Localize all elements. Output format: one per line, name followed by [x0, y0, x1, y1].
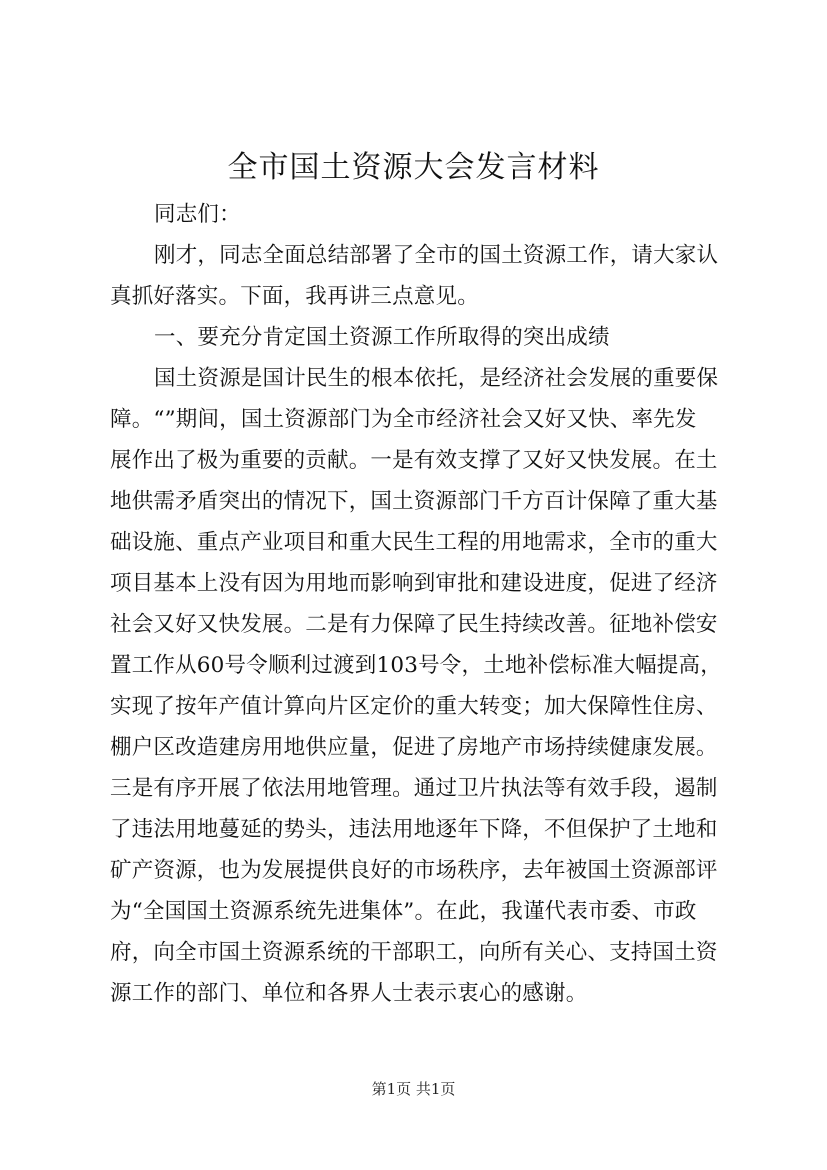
paragraph-line: 为“全国国土资源系统先进集体”。在此，我谨代表市委、市政 [110, 899, 697, 924]
paragraph-line: 展作出了极为重要的贡献。一是有效支撑了又好又快发展。在土 [110, 448, 718, 473]
paragraph-line: 刚才，同志全面总结部署了全市的国土资源工作，请大家认 [154, 243, 719, 268]
page-footer: 第1页 共1页 [371, 1080, 456, 1098]
paragraph-line: 源工作的部门、单位和各界人士表示衷心的感谢。 [110, 981, 588, 1006]
paragraph-line: 棚户区改造建房用地供应量，促进了房地产市场持续健康发展。 [110, 735, 718, 760]
paragraph-line: 国土资源是国计民生的根本依托，是经济社会发展的重要保 [154, 366, 719, 391]
paragraph-line: 三是有序开展了依法用地管理。通过卫片执法等有效手段，遏制 [110, 776, 718, 801]
paragraph-line: 社会又好又快发展。二是有力保障了民生持续改善。征地补偿安 [110, 612, 718, 637]
paragraph-line: 同志们： [154, 202, 241, 227]
paragraph-line: 实现了按年产值计算向片区定价的重大转变；加大保障性住房、 [110, 694, 718, 719]
section-heading: 一、要充分肯定国土资源工作所取得的突出成绩 [154, 325, 610, 350]
paragraph-line: 项目基本上没有因为用地而影响到审批和建设进度，促进了经济 [110, 571, 718, 596]
paragraph-line: 府，向全市国土资源系统的干部职工，向所有关心、支持国土资 [110, 940, 718, 965]
paragraph-line: 了违法用地蔓延的势头，违法用地逐年下降，不但保护了土地和 [110, 817, 718, 842]
document-title: 全市国土资源大会发言材料 [227, 150, 600, 185]
paragraph-line: 矿产资源，也为发展提供良好的市场秩序，去年被国土资源部评 [110, 858, 718, 883]
paragraph-line: 真抓好落实。下面，我再讲三点意见。 [110, 284, 479, 309]
paragraph-line: 置工作从60号令顺利过渡到103号令，土地补偿标准大幅提高， [110, 653, 722, 678]
paragraph-line: 地供需矛盾突出的情况下，国土资源部门千方百计保障了重大基 [110, 489, 718, 514]
paragraph-line: 础设施、重点产业项目和重大民生工程的用地需求，全市的重大 [110, 530, 718, 555]
paragraph-line: 障。“”期间，国土资源部门为全市经济社会又好又快、率先发 [110, 407, 697, 432]
